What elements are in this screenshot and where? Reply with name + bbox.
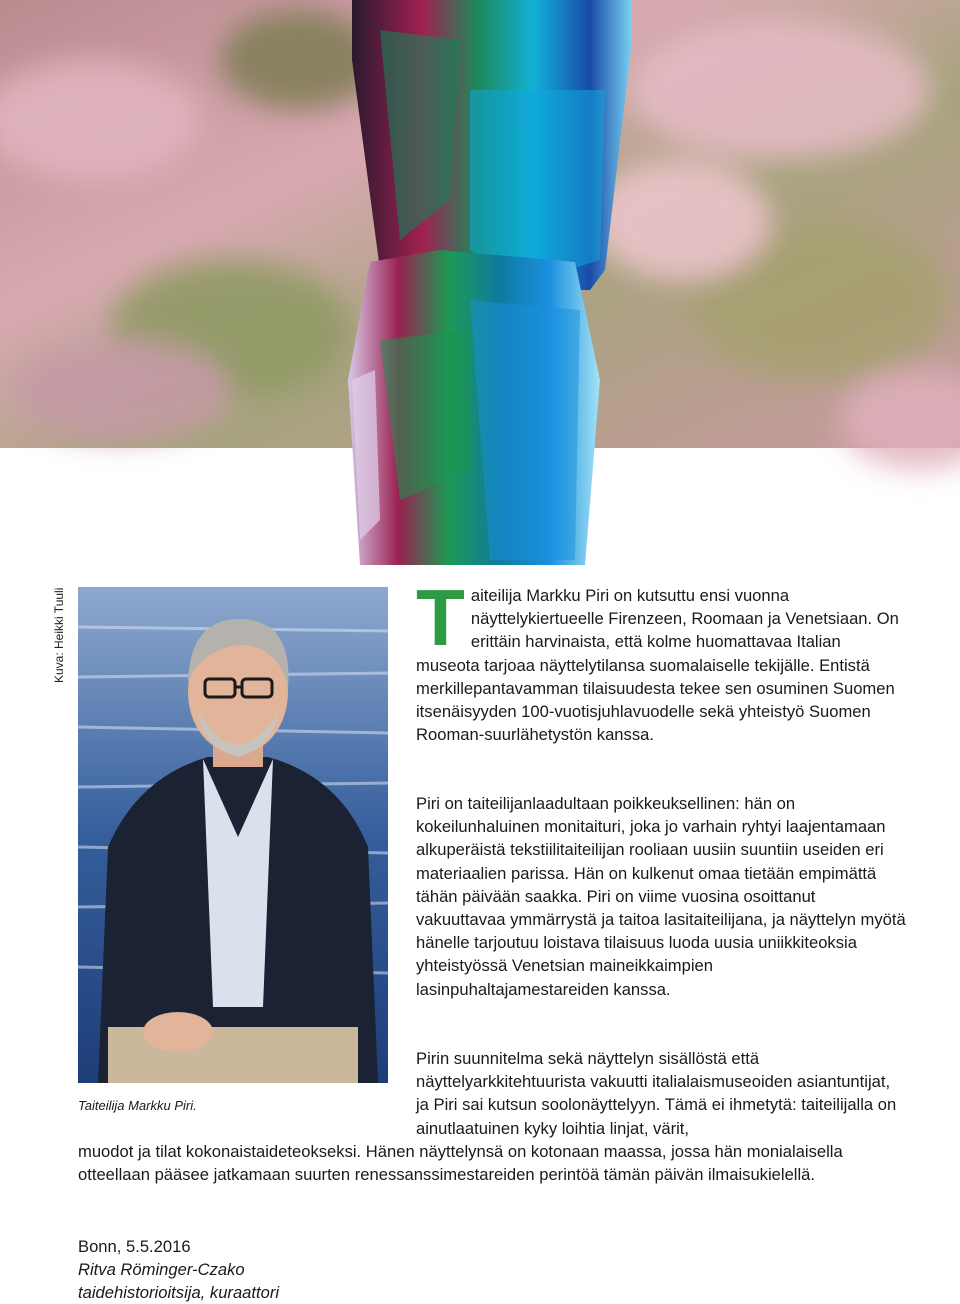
- photo-credit: Kuva: Heikki Tuuli: [52, 587, 66, 683]
- drop-cap-initial: T: [416, 573, 465, 662]
- paragraph-closing: muodot ja tilat kokonaistaideteokseksi. Hänen näyttelynsä on kotonaan maassa, jossa hän monialaisella otteellaan pääsee jatkamaan suurten renessanssimestareiden perintöä tämän päivän ilmaisukielellä.: [78, 1142, 843, 1185]
- paragraph-plan: Pirin suunnitelma sekä näyttelyn sisällöstä että näyttelyarkkitehtuurista vakuutti italialaismuseoiden asiantuntijat, ja Piri sai kutsun soolonäyttelyyn. Tämä ei ihmetytä: taiteilijalla on ainutlaatuinen kyky loihtia linjat, värit,: [416, 1049, 897, 1138]
- artist-portrait: [78, 587, 388, 1083]
- artist-photo-image: [78, 587, 388, 1083]
- signature-title: taidehistorioitsija, kuraattori: [78, 1283, 280, 1302]
- paragraph-intro-text: aiteilija Markku Piri on kutsuttu ensi vuonna näyttelykiertueelle Firenzeen, Roomaan ja Venetsiaan. On erittäin harvinaista, että kolme huomattavaa Italian museota tarjoaa näyttelytilansa suomalaiselle tekijälle. Entistä merkillepantavamman tilaisuudesta tekee sen osuminen Suomen itsenäisyyden 100-vuotisjuhlavuodelle sekä yhteistyö Suomen Rooman-suurlähetystön kanssa.: [416, 586, 899, 745]
- glass-sculpture-image: [0, 0, 960, 565]
- signature-place-date: Bonn, 5.5.2016: [78, 1237, 191, 1256]
- signature-name: Ritva Röminger-Czako: [78, 1260, 245, 1279]
- hero-glass-photo: [0, 0, 960, 565]
- signature-block: [78, 1235, 279, 1304]
- paragraph-artist: Piri on taiteilijanlaadultaan poikkeuksellinen: hän on kokeilunhaluinen monitaituri, joka jo varhain ryhtyi laajentamaan alkuperäistä tekstiilitaiteilijan rooliaan uusiin suuntiin useiden eri materiaalien parissa. Hän on kulkenut omaa tietään empimättä tähän päivään saakka. Piri on viime vuosina osoittanut vakuuttavaa ymmärrystä ja taitoa lasitaiteilijana, ja näyttelyn myötä hänelle tarjoutuu loistava tilaisuus luoda uusia uniikkiteoksia yhteistyössä Venetsian maineikkaimpien lasinpuhaltajamestareiden kanssa.: [416, 794, 906, 999]
- paragraph-intro: [416, 573, 906, 746]
- portrait-caption: Taiteilija Markku Piri.: [78, 1098, 197, 1113]
